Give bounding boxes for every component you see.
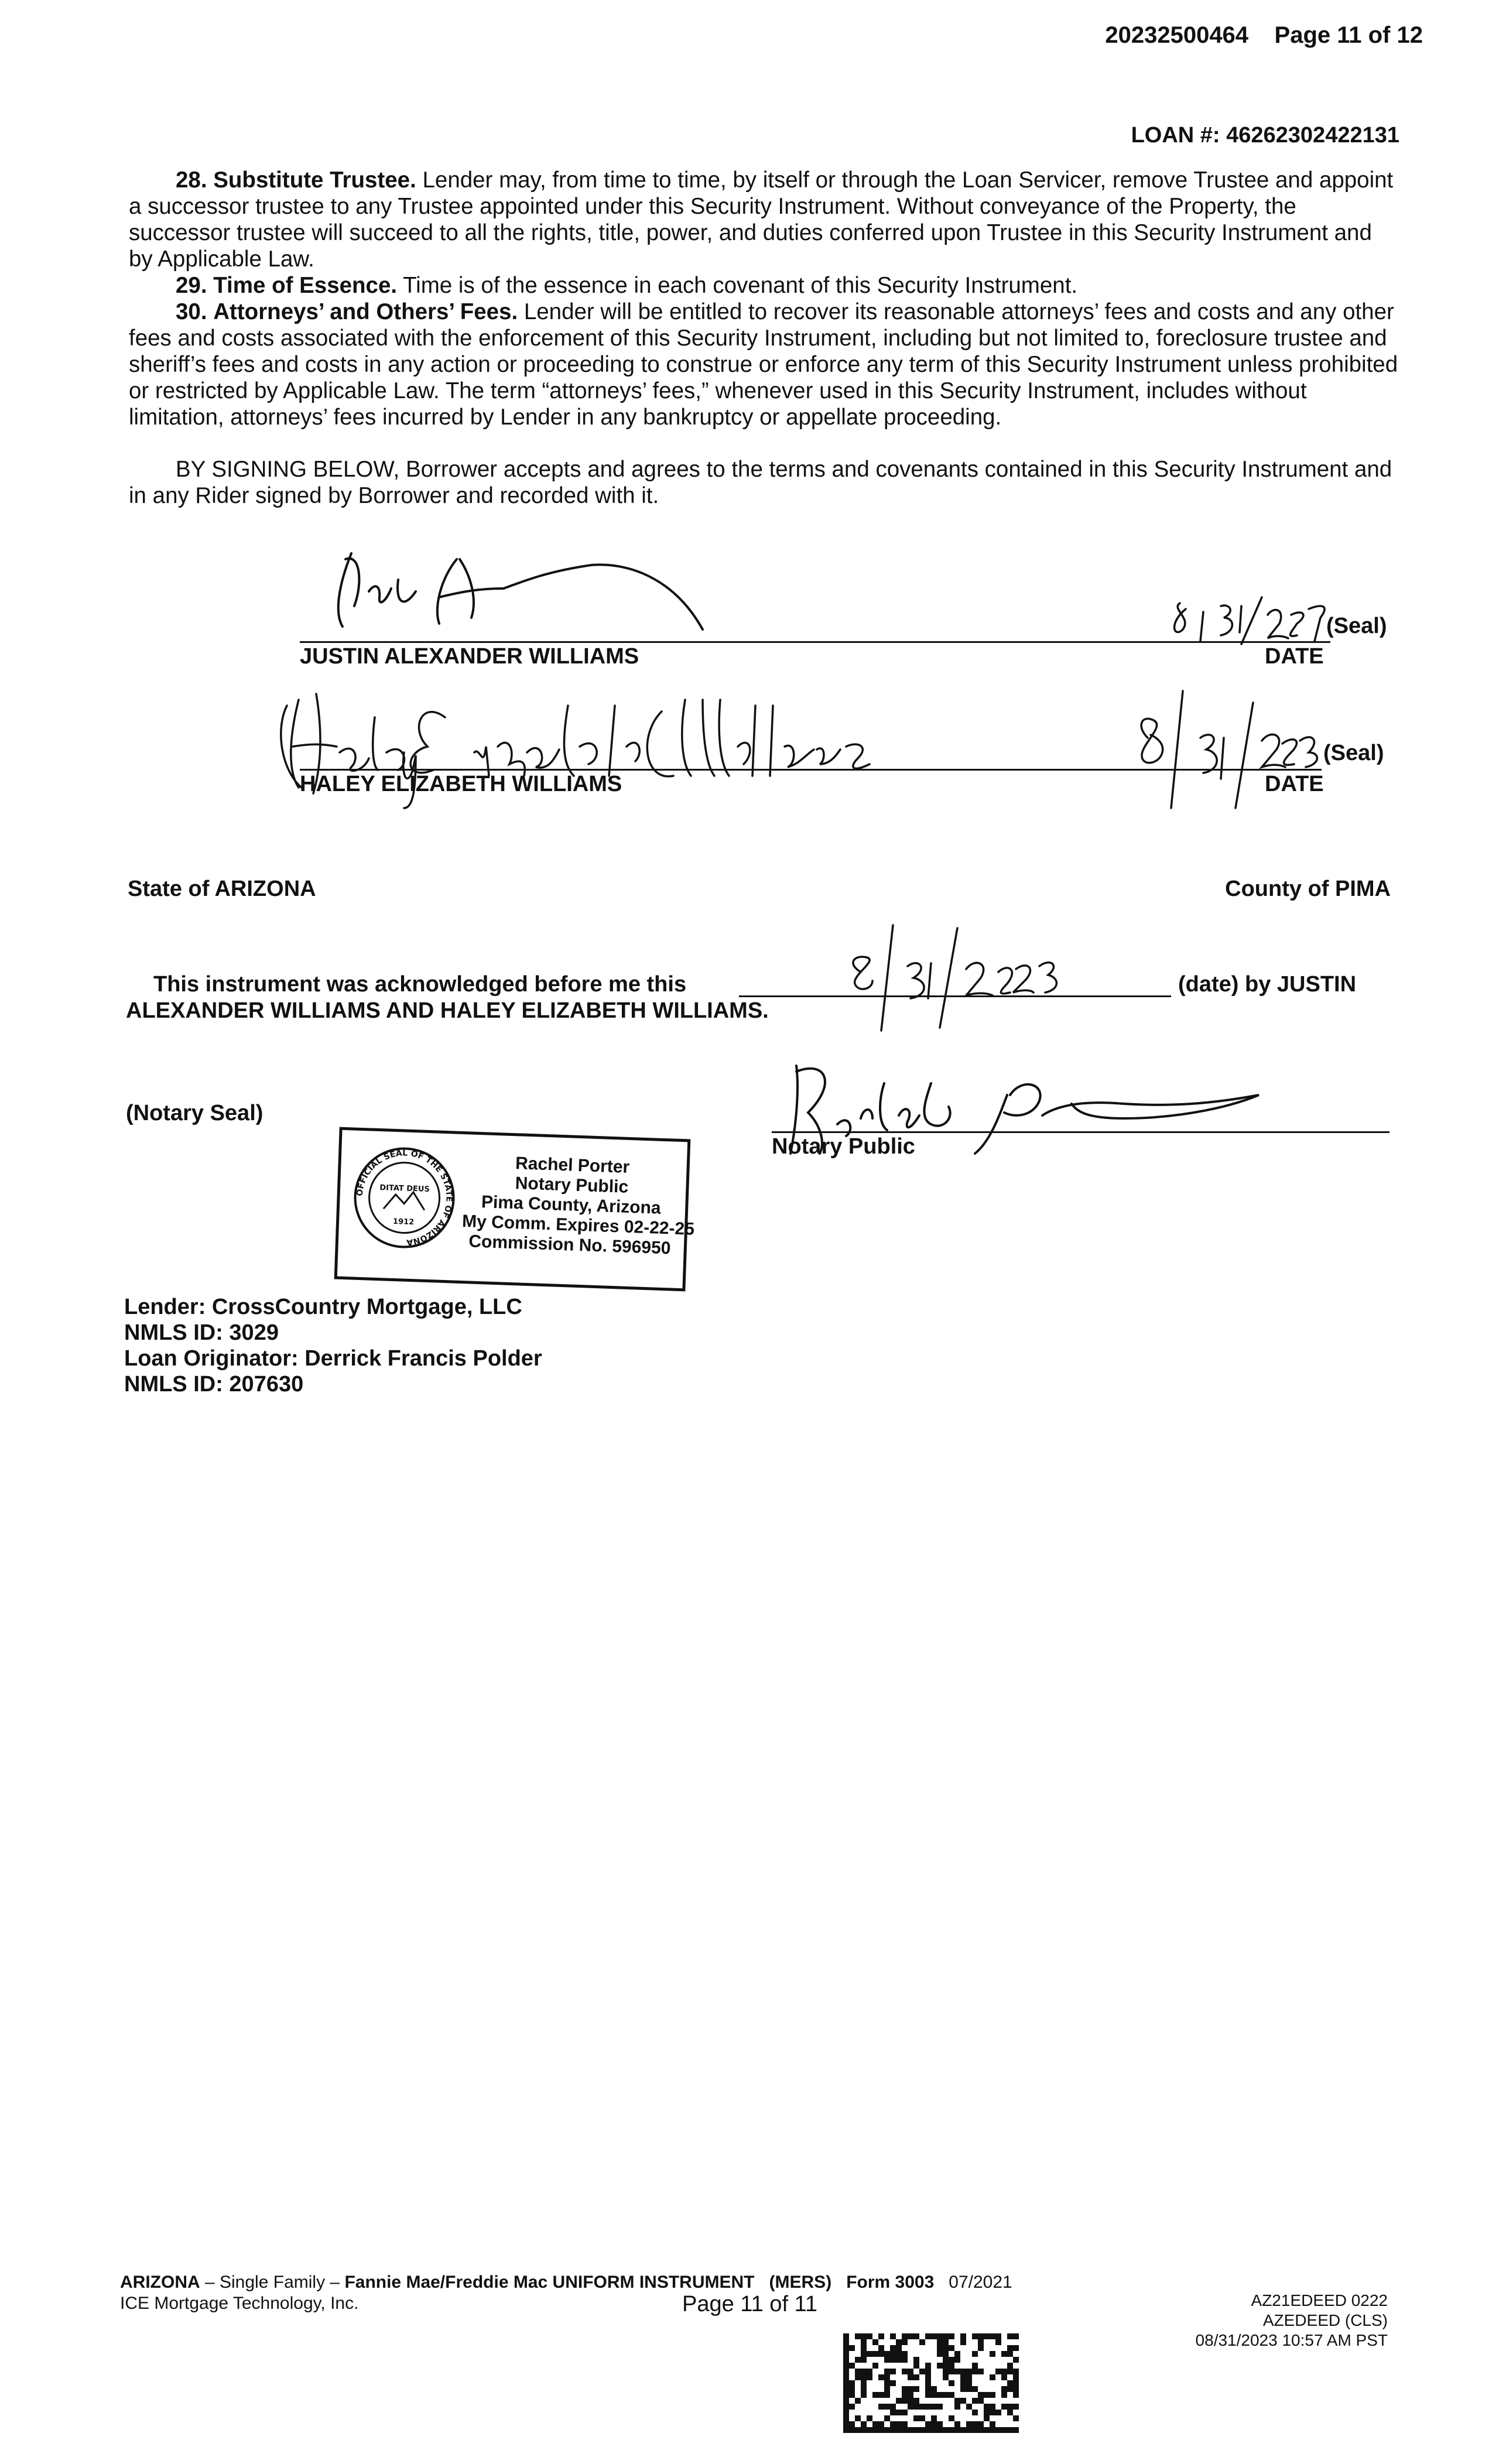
- loan-originator: Loan Originator: Derrick Francis Polder: [124, 1346, 542, 1371]
- lender-name: Lender: CrossCountry Mortgage, LLC: [124, 1295, 522, 1319]
- section-28: [129, 167, 1399, 272]
- seal-ring-text: OFFICIAL SEAL OF THE STATE OF ARIZONA: [355, 1148, 454, 1247]
- notary-public-label: Notary Public: [772, 1134, 915, 1159]
- stamp-commission: Commission No. 596950: [468, 1231, 671, 1258]
- section-title: Attorneys’ and Others’ Fees.: [213, 299, 518, 324]
- section-number: 29.: [176, 273, 207, 298]
- seal-year-text: 1912: [392, 1217, 415, 1227]
- acknowledgment-line-2: ALEXANDER WILLIAMS AND HALEY ELIZABETH WILLIAMS.: [126, 998, 769, 1023]
- footer-dash: – Single Family –: [200, 2273, 345, 2292]
- notary-stamp: [334, 1127, 695, 1292]
- section-29: [129, 272, 1399, 299]
- seal-center-text: DITAT DEUS: [379, 1183, 430, 1195]
- acknowledgment-date-written: [837, 916, 1077, 1033]
- footer-company: ICE Mortgage Technology, Inc.: [120, 2294, 359, 2313]
- state-seal-icon: [350, 1143, 458, 1252]
- originator-nmls: NMLS ID: 207630: [124, 1372, 304, 1397]
- section-title: Substitute Trustee.: [213, 167, 416, 193]
- borrower-2-seal-label: (Seal): [1323, 741, 1384, 765]
- recording-header: [1105, 22, 1423, 49]
- page-indicator: Page 11 of 12: [1274, 22, 1423, 48]
- footer-form: Form 3003: [846, 2273, 935, 2292]
- state-label: State of ARIZONA: [128, 877, 316, 901]
- document-body: [129, 167, 1399, 509]
- footer-timestamp: 08/31/2023 10:57 AM PST: [1195, 2331, 1388, 2349]
- footer-mers: (MERS): [769, 2273, 832, 2292]
- notary-signature-line: [772, 1131, 1390, 1133]
- borrower-1-name: JUSTIN ALEXANDER WILLIAMS: [300, 644, 639, 669]
- footer-code-2: AZEDEED (CLS): [1262, 2311, 1388, 2329]
- footer-state: ARIZONA: [120, 2273, 200, 2292]
- section-text: Lender will be entitled to recover its reasonable attorneys’ fees and costs and any other fees and costs associated with the enforcement of this Security Instrument, including but not limited to, foreclosure trustee and sheriff’s fees and costs in any action or proceeding to construe or enforce any term of this Security Instrument unless prohibited or restricted by Applicable Law. The term “attorneys’ fees,” whenever used in this Security Instrument, includes without limitation, attorneys’ fees incurred by Lender in any bankruptcy or appellate proceeding.: [129, 299, 1398, 430]
- stamp-text: [461, 1152, 695, 1259]
- borrower-1-signature: [328, 547, 773, 641]
- footer-right: [1196, 2291, 1388, 2350]
- footer-code-1: AZ21EDEED 0222: [1251, 2291, 1388, 2309]
- acknowledgment-suffix: (date) by JUSTIN: [1178, 972, 1357, 997]
- notary-seal-label: (Notary Seal): [126, 1101, 263, 1125]
- signing-statement: BY SIGNING BELOW, Borrower accepts and agrees to the terms and covenants contained in this Security Instrument and in any Rider signed by Borrower and recorded with it.: [129, 457, 1392, 508]
- acknowledgment-prefix: This instrument was acknowledged before me this: [153, 972, 687, 997]
- stamp-county: Pima County, Arizona: [481, 1192, 662, 1218]
- lender-nmls: NMLS ID: 3029: [124, 1320, 279, 1345]
- footer-left: [120, 2272, 1012, 2314]
- borrower-1-signature-line: [300, 641, 1330, 643]
- stamp-expires: My Comm. Expires 02-22-25: [461, 1212, 695, 1239]
- section-title: Time of Essence.: [213, 273, 398, 298]
- borrower-2-date-label: DATE: [1265, 772, 1324, 796]
- lender-info: [124, 1294, 542, 1397]
- footer-instrument: Fannie Mae/Freddie Mac UNIFORM INSTRUMENT: [344, 2273, 755, 2292]
- barcode-icon: [843, 2333, 1019, 2433]
- stamp-title: Notary Public: [515, 1173, 629, 1197]
- borrower-1-seal-label: (Seal): [1326, 614, 1387, 638]
- stamp-name: Rachel Porter: [515, 1154, 630, 1177]
- section-30: [129, 299, 1399, 430]
- recording-number: 20232500464: [1105, 22, 1249, 48]
- borrower-1-date-label: DATE: [1265, 644, 1324, 669]
- section-text: Time is of the essence in each covenant of this Security Instrument.: [397, 273, 1078, 298]
- section-number: 28.: [176, 167, 207, 193]
- borrower-2-name: HALEY ELIZABETH WILLIAMS: [300, 772, 622, 796]
- footer-form-date: 07/2021: [949, 2273, 1012, 2292]
- section-text: Lender may, from time to time, by itself or through the Loan Servicer, remove Trustee and appoint a successor trustee to any Trustee appointed under this Security Instrument. Without conveyance of the Property, the successor trustee will succeed to all the rights, title, power, and duties conferred upon Trustee in this Security Instrument and by Applicable Law.: [129, 167, 1394, 272]
- section-number: 30.: [176, 299, 207, 324]
- county-label: County of PIMA: [1225, 877, 1391, 901]
- loan-number: LOAN #: 46262302422131: [1131, 123, 1399, 148]
- borrower-2-signature-line: [300, 769, 1322, 771]
- footer-page: Page 11 of 11: [682, 2292, 818, 2316]
